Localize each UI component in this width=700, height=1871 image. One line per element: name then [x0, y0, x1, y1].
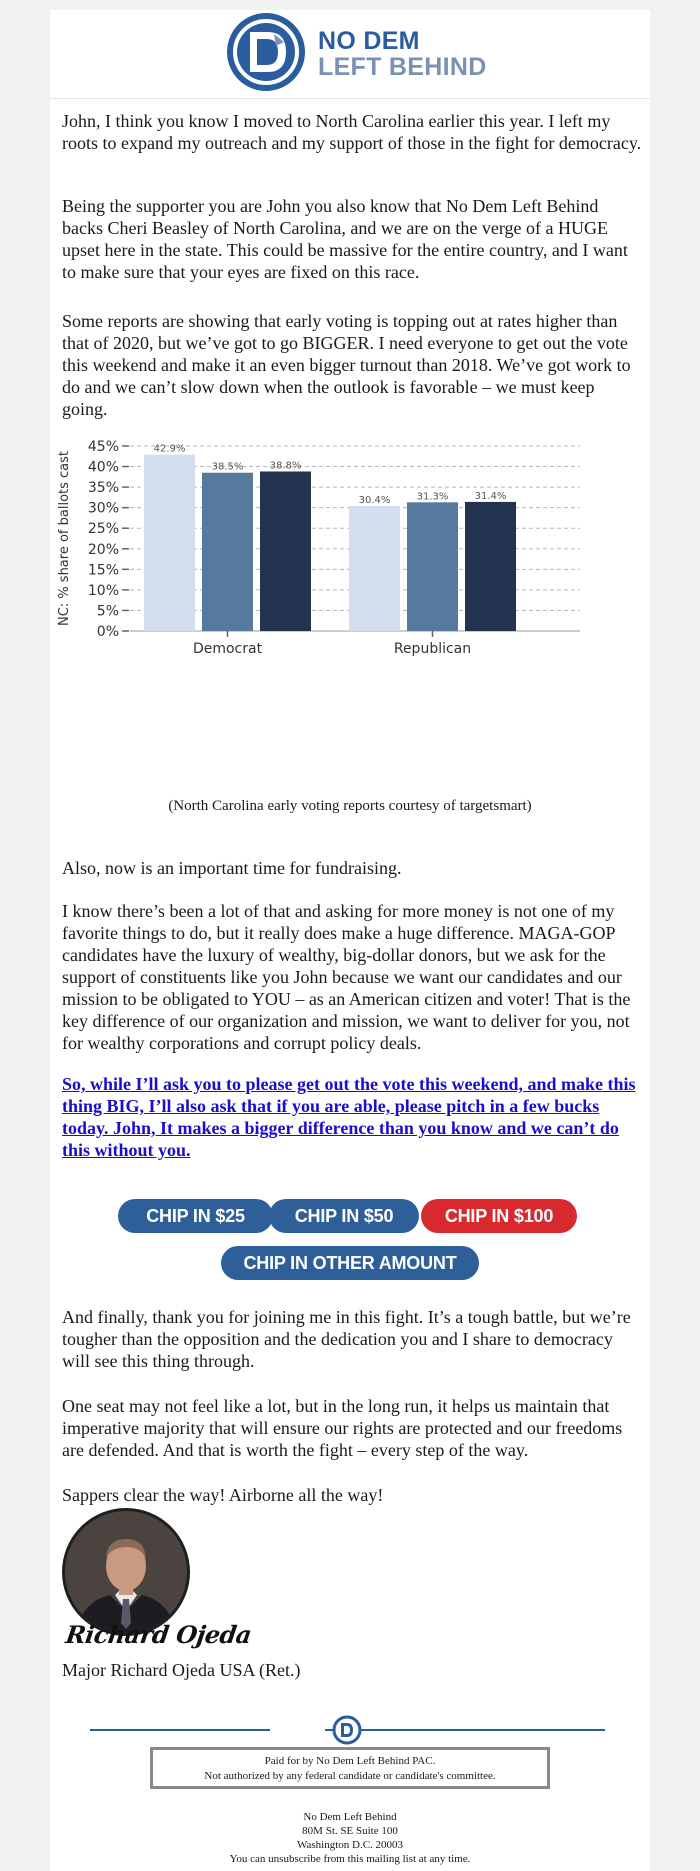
paid-for-disclaimer [150, 1747, 550, 1789]
y-tick-label: 25% [87, 521, 119, 538]
paragraph-fundraising: Also, now is an important time for fundraising. [62, 858, 402, 878]
paragraph-early-voting: Some reports are showing that early voting is topping out at rates higher than that of 2020, but we’ve got to go BIGGER. I need everyone to get out the vote this weekend and make it an even bigger turnout than 2018. We’ve got work to do and we can’t slow down when the outlook is favorable – we must keep going. [62, 311, 631, 419]
footer-divider-right [325, 1729, 605, 1731]
early-voting-chart [50, 435, 650, 815]
y-tick-label: 20% [87, 541, 119, 558]
brand-line-1: NO DEM [318, 27, 420, 55]
bar [407, 502, 458, 631]
chip-in-25-button[interactable]: CHIP IN $25 [118, 1199, 273, 1233]
y-tick-label: 0% [96, 624, 119, 640]
footer-city: Washington D.C. 20003 [296, 1839, 404, 1851]
data-label: 38.5% [211, 461, 244, 473]
paragraph-donors: I know there’s been a lot of that and asking for more money is not one of my favorite things to do, but it really does make a huge difference. MAGA-GOP candidates have the luxury of wealthy, big-dollar donors, but we ask for the support of constituents like you John because we want our candidates and our mission to be obligated to YOU – as an American citizen and voter! That is the key difference of our organization and mission, we want to deliver for you, not for wealthy corporations and corrupt policy deals. [62, 901, 631, 1053]
portrait-image [65, 1511, 187, 1633]
logo-icon [226, 12, 306, 92]
chip-in-other-amount-button[interactable]: CHIP IN OTHER AMOUNT [221, 1246, 479, 1280]
chart-caption: (North Carolina early voting reports courtesy of targetsmart) [168, 798, 532, 814]
paragraph-intro: John, I think you know I moved to North Carolina earlier this year. I left my roots to expand my outreach and my support of those in the fight for democracy. [62, 111, 642, 153]
paragraph-sign-off: Sappers clear the way! Airborne all the way! [62, 1485, 384, 1505]
not-authorized-text: Not authorized by any federal candidate or candidate's committee. [204, 1770, 496, 1782]
data-label: 30.4% [358, 495, 391, 507]
y-tick-label: 15% [87, 562, 119, 579]
data-label: 42.9% [153, 443, 186, 455]
y-tick-label: 10% [87, 582, 119, 599]
y-tick-label: 40% [87, 459, 119, 476]
donate-link-paragraph[interactable]: So, while I’ll ask you to please get out the vote this weekend, and make this thing BIG, I’ll also ask that if you are able, please pitch in a few bucks today. John, It makes a bigger difference than you know and we can’t do this without you. [62, 1074, 636, 1160]
footer-logo-icon [332, 1715, 362, 1745]
x-tick-label: Republican [393, 641, 472, 657]
footer-org: No Dem Left Behind [303, 1811, 397, 1823]
footer-street: 80M St. SE Suite 100 [302, 1825, 398, 1837]
bar [349, 506, 400, 631]
bar [260, 471, 311, 631]
x-tick-label: Democrat [192, 641, 263, 657]
data-label: 31.4% [474, 490, 507, 502]
paid-for-text: Paid for by No Dem Left Behind PAC. [264, 1755, 436, 1767]
brand-name [318, 28, 487, 80]
chip-in-50-button[interactable]: CHIP IN $50 [269, 1199, 419, 1233]
unsubscribe-text[interactable]: You can unsubscribe from this mailing list at any time. [229, 1853, 471, 1865]
footer-divider-left [90, 1729, 270, 1731]
data-label: 31.3% [416, 491, 449, 503]
signature: Richard Ojeda [63, 1620, 254, 1649]
y-tick-label: 5% [96, 603, 119, 620]
chip-in-100-button[interactable]: CHIP IN $100 [421, 1199, 577, 1233]
avatar [62, 1508, 190, 1636]
y-axis-label: NC: % share of ballots cast [57, 450, 72, 627]
brand-line-2: LEFT BEHIND [318, 53, 487, 81]
data-label: 38.8% [269, 460, 302, 472]
y-tick-label: 45% [87, 439, 119, 455]
bar [202, 473, 253, 631]
paragraph-beasley: Being the supporter you are John you also know that No Dem Left Behind backs Cheri Beasley of North Carolina, and we are on the verge of a HUGE upset here in the state. This could be massive for the entire country, and I want to make sure that your eyes are fixed on this race. [62, 196, 628, 282]
header [50, 10, 650, 99]
bar [144, 455, 195, 631]
y-tick-label: 30% [87, 500, 119, 517]
footer-address [50, 1810, 650, 1866]
paragraph-majority: One seat may not feel like a lot, but in the long run, it helps us maintain that imperative majority that will ensure our rights are protected and our freedoms are defended. And that is worth the fight – every step of the way. [62, 1396, 623, 1460]
email-card [50, 10, 650, 1871]
signer-name: Major Richard Ojeda USA (Ret.) [62, 1660, 301, 1680]
y-tick-label: 35% [87, 480, 119, 497]
bar [465, 502, 516, 631]
paragraph-thanks: And finally, thank you for joining me in this fight. It’s a tough battle, but we’re tougher than the opposition and the dedication you and I share to democracy will see this thing through. [62, 1307, 631, 1371]
chart-svg [50, 435, 650, 800]
